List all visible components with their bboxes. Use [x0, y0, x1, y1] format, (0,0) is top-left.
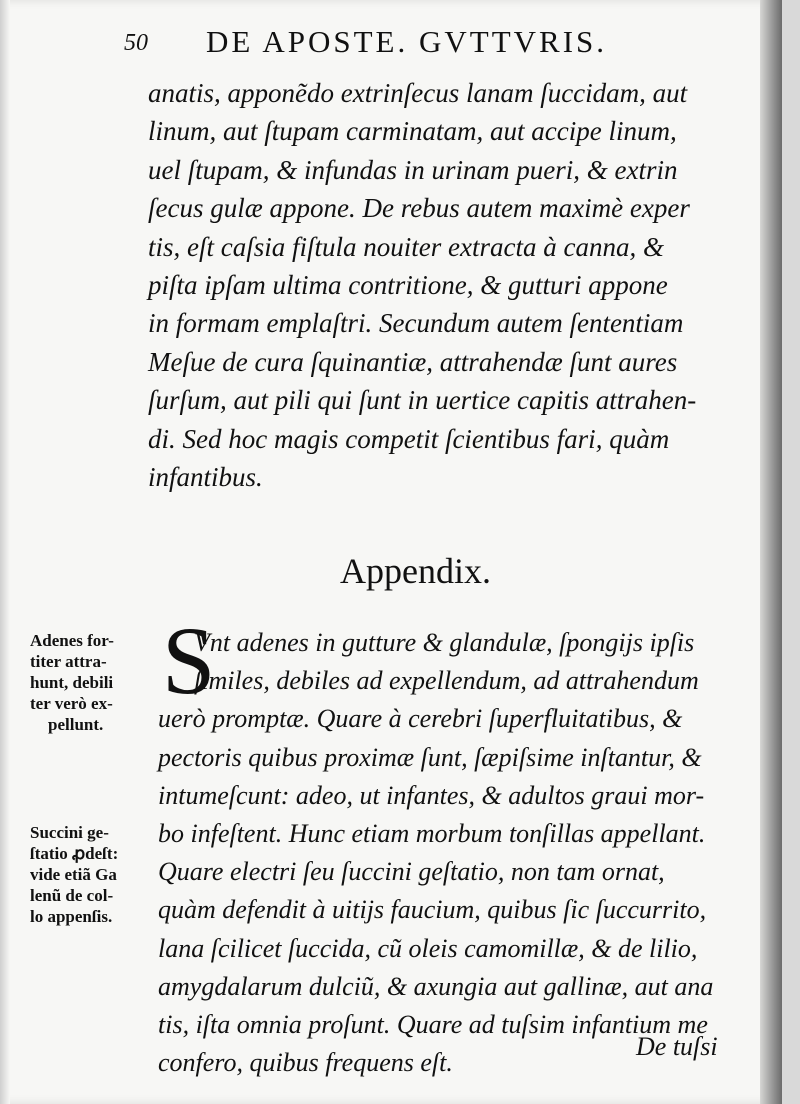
text-line: uel ſtupam, & infundas in urinam pueri, & extrin: [148, 154, 678, 185]
appendix-line: lana ſcilicet ſuccida, cũ oleis camomillæ, & de lilio,: [158, 933, 698, 963]
running-head: DE APOSTE. GVTTVRIS.: [206, 24, 608, 59]
appendix-line: intumeſcunt: adeo, ut infantes, & adultos graui mor-: [158, 780, 705, 810]
binding-shadow: [760, 0, 782, 1104]
page-header: [124, 24, 684, 64]
appendix-line: Vnt adenes in gutture & glandulæ, ſpongijs ipſis: [194, 628, 695, 657]
appendix-line: tis, iſta omnia proſunt. Quare ad tuſsim infantium me: [158, 1010, 708, 1040]
text-line: Meſue de cura ſquinantiæ, attrahendæ ſunt aures: [148, 346, 678, 377]
margin-note-line: lenũ de col-: [30, 886, 114, 905]
text-line: tis, eſt caſsia fiſtula nouiter extracta à canna, &: [148, 231, 664, 262]
drop-cap: S: [162, 607, 216, 714]
margin-note-line: lo appenſis.: [30, 907, 113, 926]
margin-note-line: ſtatio ꝓdeſt:: [30, 844, 119, 863]
text-line: ſecus gulæ appone. De rebus autem maximè exper: [148, 193, 690, 224]
appendix-line: ſimiles, debiles ad expellendum, ad attrahendum: [194, 666, 699, 696]
margin-note-line: titer attra-: [30, 652, 107, 671]
margin-note-line: Succini ge-: [30, 823, 109, 842]
page-number: 50: [124, 30, 148, 56]
appendix-line: uerò promptæ. Quare à cerebri ſuperfluitatibus, &: [158, 704, 683, 734]
margin-note-line: Adenes for-: [30, 631, 114, 650]
margin-note-line: vide etiã Ga: [30, 865, 117, 884]
text-line: in formam emplaſtri. Secundum autem ſententiam: [148, 308, 684, 339]
text-line: ſurſum, aut pili qui ſunt in uertice capitis attrahen-: [148, 385, 697, 416]
text-line: anatis, apponẽdo extrinſecus lanam ſuccidam, aut: [148, 78, 688, 108]
appendix-heading: Appendix.: [340, 551, 491, 591]
margin-note-line: ter verò ex-: [30, 694, 113, 713]
appendix-line: amygdalarum dulciũ, & axungia aut gallinæ, aut ana: [158, 971, 714, 1001]
main-text-block: [148, 74, 738, 496]
appendix-line: confero, quibus frequens eſt.: [158, 1048, 453, 1078]
catchword: De tuſsi: [636, 1032, 718, 1061]
text-line: piſta ipſam ultima contritione, & gutturi appone: [148, 270, 668, 301]
margin-note-line: pellunt.: [48, 715, 104, 734]
appendix-line: pectoris quibus proximæ ſunt, ſæpiſsime inſtantur, &: [158, 742, 702, 772]
appendix-line: Quare electri ſeu ſuccini geſtatio, non tam ornat,: [158, 857, 665, 887]
appendix-text-block: [158, 624, 748, 1082]
page-left-edge: [0, 0, 10, 1104]
text-line: di. Sed hoc magis competit ſcientibus fari, quàm: [148, 423, 670, 454]
text-line: linum, aut ſtupam carminatam, aut accipe linum,: [148, 116, 677, 147]
text-line: infantibus.: [148, 462, 263, 493]
margin-note-succini: [30, 822, 150, 927]
margin-note-line: hunt, debili: [30, 673, 114, 692]
appendix-line: quàm defendit à uitijs faucium, quibus ſic ſuccurrito,: [158, 895, 707, 925]
appendix-line: bo infeſtent. Hunc etiam morbum tonſillas appellant.: [158, 819, 706, 849]
margin-note-adenes: [30, 630, 150, 735]
